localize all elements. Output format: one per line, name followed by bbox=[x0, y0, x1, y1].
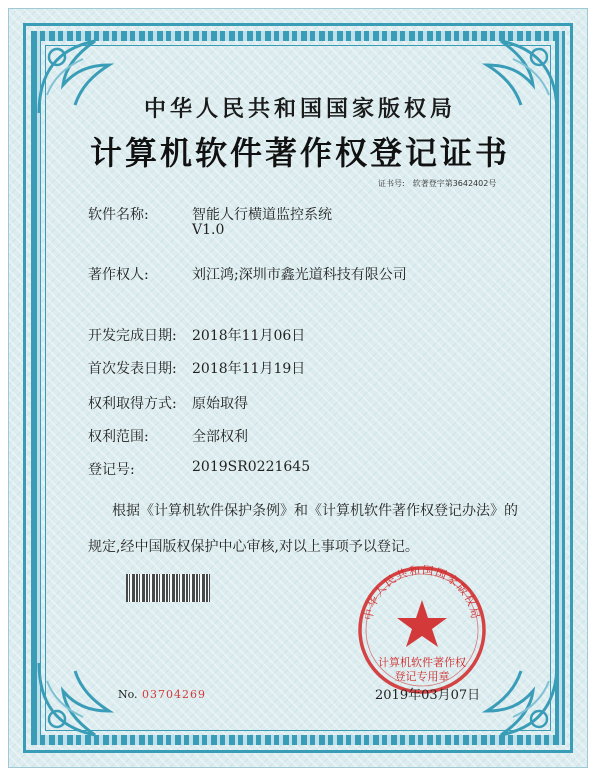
completion-date-label: 开发完成日期: bbox=[88, 328, 177, 344]
barcode-image bbox=[126, 574, 210, 602]
software-name-label: 软件名称: bbox=[88, 207, 149, 223]
certificate-number bbox=[378, 178, 496, 189]
software-version: V1.0 bbox=[192, 222, 225, 238]
corner-ornament-icon bbox=[35, 659, 117, 741]
copyright-owner-value: 刘江鸿;深圳市鑫光道科技有限公司 bbox=[192, 267, 407, 283]
statement-line-1: 根据《计算机软件保护条例》和《计算机软件著作权登记办法》的 bbox=[112, 503, 518, 519]
copyright-owner-label: 著作权人: bbox=[88, 267, 149, 283]
registration-number-label: 登记号: bbox=[88, 462, 135, 478]
registration-number-value: 2019SR0221645 bbox=[192, 459, 311, 475]
software-name-value: 智能人行横道监控系统 bbox=[192, 207, 332, 223]
issuer-heading: 中华人民共和国国家版权局 bbox=[143, 97, 456, 122]
certificate-number-value: 软著登字第3642402号 bbox=[412, 179, 497, 188]
seal-line-1: 计算机软件著作权 bbox=[378, 656, 466, 669]
certificate-title: 计算机软件著作权登记证书 bbox=[89, 134, 510, 172]
completion-date-value: 2018年11月06日 bbox=[192, 328, 306, 344]
rights-scope-label: 权利范围: bbox=[88, 429, 149, 445]
statement-line-2: 规定,经中国版权保护中心审核,对以上事项予以登记。 bbox=[88, 539, 419, 555]
acquisition-method-label: 权利取得方式: bbox=[88, 396, 177, 412]
issue-date: 2019年03月07日 bbox=[375, 688, 481, 703]
seal-ring-text: 中华人民共和国国家版权局 bbox=[361, 563, 483, 622]
first-publication-value: 2018年11月19日 bbox=[192, 361, 306, 377]
serial-number-label: No. bbox=[118, 688, 138, 701]
first-publication-label: 首次发表日期: bbox=[88, 361, 177, 377]
rights-scope-value: 全部权利 bbox=[192, 429, 248, 445]
acquisition-method-value: 原始取得 bbox=[192, 396, 248, 412]
serial-number-value: 03704269 bbox=[142, 688, 206, 701]
certificate-number-label: 证书号: bbox=[378, 179, 405, 188]
seal-line-2: 登记专用章 bbox=[394, 670, 450, 683]
